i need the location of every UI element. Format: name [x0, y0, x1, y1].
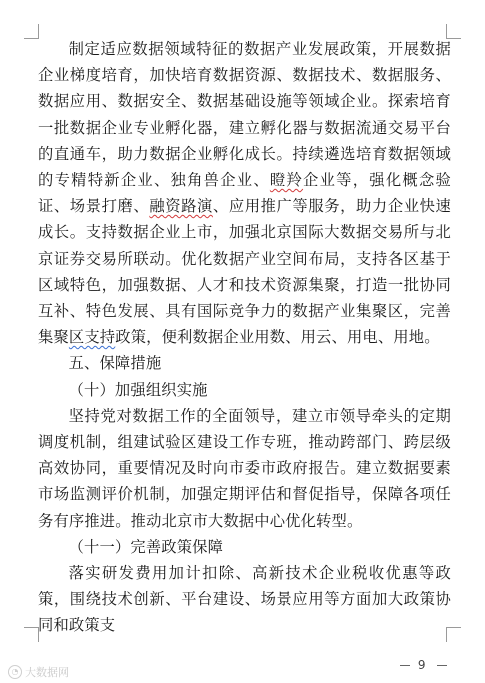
- subsection-heading[interactable]: （十一）完善政策保障: [68, 537, 224, 556]
- section-heading[interactable]: 五、保障措施: [68, 354, 162, 373]
- watermark: [8, 664, 69, 680]
- text-run: 政策，便利数据企业用数、用云、用电、用地。: [115, 328, 440, 347]
- text-run: 制定适应数据领域特征的数据产业发展政策，开展数据企业梯度培育，加快培育数据资源、数据技术、数据服务、数据应用、数据安全、数据基础设施等领域企业。探索培育一批数据企业专业孵化器，建立孵化器与数据流通交易平台的直通车，助力数据企业孵化成长。持续遴选培育数据领域的专精特新企业、独角兽企业、: [38, 40, 451, 190]
- document-body: [38, 36, 451, 639]
- grammar-flagged-word[interactable]: 区支持: [68, 328, 116, 347]
- footer-dash: [400, 665, 410, 666]
- footer-dash: [437, 665, 447, 666]
- watermark-text: 大数据网: [25, 666, 69, 679]
- page-number: 9: [417, 658, 430, 672]
- body-paragraph-organization[interactable]: 坚持党对数据工作的全面领导，建立市领导牵头的定期调度机制，组建试验区建设工作专班，推动跨部门、跨层级高效协同，重要情况及时向市委市政府报告。建立数据要素市场监测评价机制，加强定期评估和督促指导，保障各项任务有序推进。推动北京市大数据中心优化转型。: [38, 406, 451, 530]
- spellcheck-flagged-word[interactable]: 融资路演: [149, 197, 213, 216]
- text-run: 、应用推广等服务，助力企业快速成长。支持数据企业上市，加强北京国际大数据交易所与北京证券交易所联动。优化数据产业空间布局，支持各区基于区域特色，加强数据、人才和技术资源集聚，打造一批协同互补、特色发展、具有国际竞争力的数据产业集聚区，完善集聚: [38, 197, 451, 347]
- spellcheck-flagged-word[interactable]: 瞪羚: [269, 171, 304, 190]
- page-footer: [400, 658, 447, 672]
- crop-mark-bottom-left: [24, 627, 39, 642]
- text-run: 企业等，强化概念验证、场景打磨、: [38, 171, 451, 216]
- subsection-heading[interactable]: （十）加强组织实施: [68, 380, 208, 399]
- crop-mark-top-left: [24, 24, 39, 39]
- watermark-logo-icon: ◔: [8, 665, 22, 679]
- body-paragraph-industry-policy[interactable]: [38, 36, 451, 350]
- body-paragraph-policy-support[interactable]: 落实研发费用加计扣除、高新技术企业税收优惠等政策，围绕技术创新、平台建设、场景应用等方面加大政策协同和政策支: [38, 564, 451, 635]
